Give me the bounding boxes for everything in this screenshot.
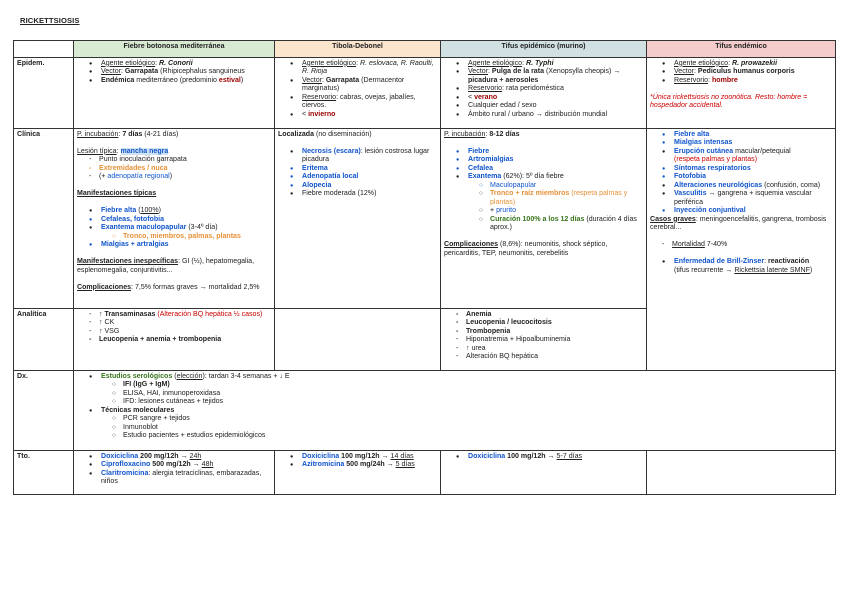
list-item: ● Erupción cutánea macular/petequial (respeta palmas y plantas) [650, 148, 832, 165]
list-item: - Alteración BQ hepática [444, 353, 643, 362]
header-tifus-epidemico: Tifus epidémico (murino) [441, 41, 647, 58]
cell-clinica-tn: ● Fiebre alta ● Mialgias intensas ● Erupción cutánea macular/petequial (respeta palmas y plantas) ● Síntomas respiratorios ● Fotofobia ● Alteraciones neurológicas (confusión, coma) ● Vasculitis → gangrena + isquemia vascular periférica ● Inyección conjuntival Casos graves: meningoencefalitis, gangrena, trombosis cerebral... - Mortalidad 7-40% ● Enfermedad de Brill-Zinser: reactivación (tifus recurrente → Rickettsia latente SMNF) [647, 129, 836, 371]
list-item: ● Fiebre moderada (12%) [278, 190, 437, 199]
list-item: ● Fiebre alta [650, 131, 832, 140]
list-item: ● Alopecia [278, 182, 437, 191]
list-item: ● Reservorio: rata peridoméstica [444, 85, 643, 94]
list-item: - Extremidades / nuca [77, 165, 271, 174]
list-item: ● Vector: Garrapata (Dermacentor marginatus) [278, 77, 437, 94]
row-label-clinica: Clínica [14, 129, 74, 309]
header-fiebre-botonosa: Fiebre botonosa mediterránea [74, 41, 275, 58]
list-item: ● Reservorio: cabras, ovejas, jabalíes, ciervos. [278, 94, 437, 111]
row-label-analitica: Analítica [14, 309, 74, 371]
list-item: ○ Inmunoblot [77, 424, 832, 433]
row-epidem [14, 58, 836, 129]
list-item: ● Enfermedad de Brill-Zinser: reactivación (tifus recurrente → Rickettsia latente SMNF) [650, 258, 832, 275]
list-item: ● Fiebre [444, 148, 643, 157]
list-item: ● Eritema [278, 165, 437, 174]
row-dx [14, 371, 836, 451]
list-item: ● Exantema maculopapular (3-4º día) [77, 224, 271, 233]
cell-tto-te [441, 451, 647, 495]
cell-epidem-fb [74, 58, 275, 129]
list-item: ● Síntomas respiratorios [650, 165, 832, 174]
list-item: ● Agente etiológico: R. Conorii [77, 60, 271, 69]
rickettsiosis-table [13, 40, 836, 495]
list-item: ● Mialgias + artralgias [77, 241, 271, 250]
list-item: - Leucopenia / leucocitosis [444, 319, 643, 328]
list-item: ● Vasculitis → gangrena + isquemia vascular periférica [650, 190, 832, 207]
list-item: ● Adenopatía local [278, 173, 437, 182]
cell-clinica-te: P. incubación: 8-12 días ● Fiebre ● Artromialgias ● Cefalea ● Exantema (62%): 5º día fiebre ○ Maculopapular ○ Tronco + raíz miembros (respeta palmas y plantas) ○ + prurito ○ Curación 100% a los 12 días (duración 4 días aprox.) Complicaciones (8,6%): neumonitis, shock séptico, pericarditis, TEP, neumonitis, cerebelitis [441, 129, 647, 309]
list-item: ● Cefaleas, fotofobia [77, 216, 271, 225]
list-item: ● Necrosis (escara): lesión costrosa lugar picadura [278, 148, 437, 165]
list-item: ● Ámbito rural / urbano → distribución mundial [444, 111, 643, 120]
cell-clinica-fb: P. incubación: 7 días (4-21 días) Lesión típica: mancha negra - Punto inoculación garrapata - Extremidades / nuca - (+ adenopatía regional) Manifestaciones típicas ● Fiebre alta (100%) ● Cefaleas, fotofobia ● Exantema maculopapular (3-4º día) ○ Tronco, miembros, palmas, plantas ● Mialgias + artralgias Manifestaciones inespecíficas: GI (½), hepatomegalia, esplenomegalia, conjuntivitis... Complicaciones: 7,5% formas graves → mortalidad 2,5% [74, 129, 275, 309]
list-item: - Leucopenia + anemia + trombopenia [77, 336, 271, 345]
list-item: ○ Tronco, miembros, palmas, plantas [77, 233, 271, 242]
cell-epidem-tn [647, 58, 836, 129]
header-empty [14, 41, 74, 58]
list-item: ○ + prurito [444, 207, 643, 216]
row-tto [14, 451, 836, 495]
row-label-tto: Tto. [14, 451, 74, 495]
list-item: ● Vector: Garrapata (Rhipicephalus sanguineus [77, 68, 271, 77]
list-item: ● Azitromicina 500 mg/24h → 5 días [278, 461, 437, 470]
list-item: ● Doxiciclina 100 mg/12h → 14 días [278, 453, 437, 462]
row-label-epidem: Epidem. [14, 58, 74, 129]
list-item: ○ IFI (IgG + IgM) [77, 381, 832, 390]
list-item: ● Alteraciones neurológicas (confusión, coma) [650, 182, 832, 191]
list-item: ● Artromialgias [444, 156, 643, 165]
list-item: ● < invierno [278, 111, 437, 120]
list-item: ● Cualquier edad / sexo [444, 102, 643, 111]
list-item: - ↑ urea [444, 345, 643, 354]
list-item: ● Vector: Pediculus humanus corporis [650, 68, 832, 77]
cell-epidem-te [441, 58, 647, 129]
list-item: - Anemia [444, 311, 643, 320]
note-text: *Única rickettsiosis no zoonótica. Resto: hombre = hospedador accidental. [650, 93, 808, 110]
list-item: - ↑ VSG [77, 328, 271, 337]
cell-analitica-te [441, 309, 647, 371]
cell-analitica-fb [74, 309, 275, 371]
list-item: ○ ELISA, HAI, inmunoperoxidasa [77, 390, 832, 399]
list-item: ○ PCR sangre + tejidos [77, 415, 832, 424]
list-item: ○ IFD: lesiones cutáneas + tejidos [77, 398, 832, 407]
cell-tto-tb [275, 451, 441, 495]
list-item: - ↑ Transaminasas (Alteración BQ hepática ½ casos) [77, 311, 271, 320]
section-heading: Manifestaciones típicas [77, 190, 157, 198]
list-item: ● Inyección conjuntival [650, 207, 832, 216]
list-item: ○ Estudio pacientes + estudios epidemiológicos [77, 432, 832, 441]
list-item: ● Doxiciclina 100 mg/12h → 5-7 días [444, 453, 643, 462]
row-clinica [14, 129, 836, 309]
list-item: ○ Tronco + raíz miembros (respeta palmas y plantas) [444, 190, 643, 207]
cell-tto-tn [647, 451, 836, 495]
cell-tto-fb [74, 451, 275, 495]
list-item: - ↑ CK [77, 319, 271, 328]
list-item: ● Endémica mediterráneo (predominio estival) [77, 77, 271, 86]
list-item: - Trombopenia [444, 328, 643, 337]
header-row [14, 41, 836, 58]
list-item: ● Agente etiológico: R. eslovaca, R. Raoulti, R. Rioja [278, 60, 437, 77]
list-item: ○ Maculopapular [444, 182, 643, 191]
list-item: ● Fiebre alta (100%) [77, 207, 271, 216]
cell-epidem-tb [275, 58, 441, 129]
list-item: ● Fotofobia [650, 173, 832, 182]
list-item: ● Reservorio: hombre [650, 77, 832, 86]
list-item: ● Doxiciclina 200 mg/12h → 24h [77, 453, 271, 462]
header-tibola-debonel: Tibola-Debonel [275, 41, 441, 58]
cell-clinica-tb: Localizada (no diseminación) ● Necrosis (escara): lesión costrosa lugar picadura ● Eritema ● Adenopatía local ● Alopecia ● Fiebre moderada (12%) [275, 129, 441, 309]
list-item: - Mortalidad 7-40% [650, 241, 832, 250]
list-item: ● Exantema (62%): 5º día fiebre [444, 173, 643, 182]
list-item: ● < verano [444, 94, 643, 103]
list-item: ● Ciprofloxacino 500 mg/12h → 48h [77, 461, 271, 470]
list-item: ● Estudios serológicos (elección): tardan 3-4 semanas + ↓ E [77, 373, 832, 382]
list-item: ○ Curación 100% a los 12 días (duración 4 días aprox.) [444, 216, 643, 233]
list-item: - Hiponatremia + Hipoalbuminemia [444, 336, 643, 345]
header-tifus-endemico: Tifus endémico [647, 41, 836, 58]
list-item: ● Mialgias intensas [650, 139, 832, 148]
highlight-mancha-negra: mancha negra [120, 147, 169, 155]
document-title: RICKETTSIOSIS [20, 16, 80, 25]
list-item: ● Agente etiológico: R. prowazekii [650, 60, 832, 69]
list-item: - Punto inoculación garrapata [77, 156, 271, 165]
list-item: - (+ adenopatía regional) [77, 173, 271, 182]
cell-analitica-tb [275, 309, 441, 371]
list-item: ● Técnicas moleculares [77, 407, 832, 416]
cell-dx [74, 371, 836, 451]
list-item: ● Claritromicina: alergia tetraciclinas, embarazadas, niños [77, 470, 271, 487]
list-item: ● Cefalea [444, 165, 643, 174]
list-item: ● Agente etiológico: R. Typhi [444, 60, 643, 69]
row-label-dx: Dx. [14, 371, 74, 451]
list-item: ● Vector: Pulga de la rata (Xenopsylla cheopis) → picadura + aerosoles [444, 68, 643, 85]
